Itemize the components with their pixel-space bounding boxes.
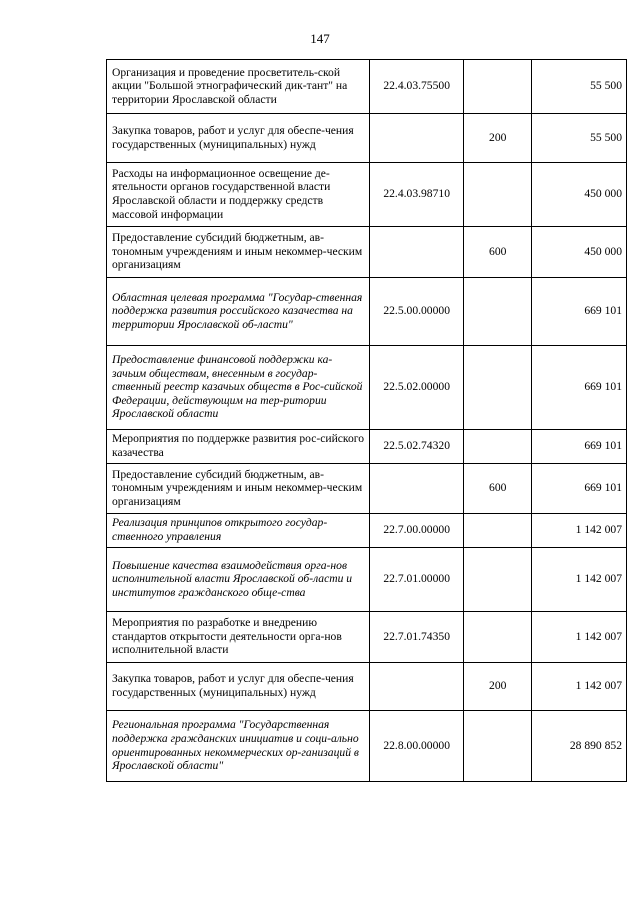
row-name-cell: Предоставление субсидий бюджетным, ав-тономным учреждениям и иным некоммер-ческим организациям <box>107 464 370 514</box>
row-code-cell: 22.5.02.00000 <box>369 346 463 430</box>
row-sum-cell: 669 101 <box>531 430 626 464</box>
row-name-cell: Мероприятия по разработке и внедрению стандартов открытости деятельности орга-нов исполнительной власти <box>107 612 370 663</box>
table-row <box>107 663 627 711</box>
row-code-cell <box>369 464 463 514</box>
row-expense-type-cell: 600 <box>463 227 531 278</box>
row-name-cell: Закупка товаров, работ и услуг для обеспе-чения государственных (муниципальных) нужд <box>107 114 370 163</box>
table-row <box>107 227 627 278</box>
row-name-cell: Областная целевая программа "Государ-ственная поддержка развития российского казачества на территории Ярославской об-ласти" <box>107 278 370 346</box>
row-expense-type-cell: 200 <box>463 114 531 163</box>
table-row <box>107 278 627 346</box>
row-sum-cell: 669 101 <box>531 464 626 514</box>
row-sum-cell: 1 142 007 <box>531 663 626 711</box>
table-row <box>107 430 627 464</box>
row-code-cell: 22.7.01.00000 <box>369 548 463 612</box>
row-expense-type-cell: 200 <box>463 663 531 711</box>
row-name-cell: Предоставление субсидий бюджетным, ав-тономным учреждениям и иным некоммер-ческим организациям <box>107 227 370 278</box>
table-row <box>107 548 627 612</box>
row-code-cell <box>369 227 463 278</box>
row-code-cell: 22.8.00.00000 <box>369 711 463 782</box>
row-expense-type-cell <box>463 278 531 346</box>
row-expense-type-cell <box>463 346 531 430</box>
row-name-cell: Закупка товаров, работ и услуг для обеспе-чения государственных (муниципальных) нужд <box>107 663 370 711</box>
row-name-cell: Реализация принципов открытого государ-ственного управления <box>107 514 370 548</box>
row-name-cell: Расходы на информационное освещение де-ятельности органов государственной власти Ярославской области и поддержку средств массовой информации <box>107 163 370 227</box>
row-sum-cell: 28 890 852 <box>531 711 626 782</box>
row-sum-cell: 450 000 <box>531 163 626 227</box>
table-row <box>107 514 627 548</box>
row-sum-cell: 1 142 007 <box>531 548 626 612</box>
row-sum-cell: 669 101 <box>531 278 626 346</box>
row-name-cell: Повышение качества взаимодействия орга-нов исполнительной власти Ярославской об-ласти и институтов гражданского обще-ства <box>107 548 370 612</box>
row-name-cell: Организация и проведение просветитель-ской акции "Большой этнографический дик-тант" на территории Ярославской области <box>107 60 370 114</box>
row-expense-type-cell <box>463 548 531 612</box>
table-row <box>107 711 627 782</box>
row-expense-type-cell <box>463 163 531 227</box>
budget-table <box>106 59 627 782</box>
row-sum-cell: 1 142 007 <box>531 514 626 548</box>
row-expense-type-cell <box>463 711 531 782</box>
row-code-cell <box>369 663 463 711</box>
table-row <box>107 464 627 514</box>
row-code-cell: 22.4.03.98710 <box>369 163 463 227</box>
table-row <box>107 612 627 663</box>
row-sum-cell: 1 142 007 <box>531 612 626 663</box>
row-expense-type-cell: 600 <box>463 464 531 514</box>
table-row <box>107 163 627 227</box>
row-code-cell: 22.5.02.74320 <box>369 430 463 464</box>
row-expense-type-cell <box>463 514 531 548</box>
row-sum-cell: 55 500 <box>531 60 626 114</box>
table-row <box>107 346 627 430</box>
row-code-cell: 22.4.03.75500 <box>369 60 463 114</box>
table-row <box>107 114 627 163</box>
page-number: 147 <box>310 31 330 46</box>
row-name-cell: Предоставление финансовой поддержки ка-зачьим обществам, внесенным в государ-ственный реестр казачьих обществ в Рос-сийской Федерации, действующим на тер-ритории Ярославской области <box>107 346 370 430</box>
row-sum-cell: 669 101 <box>531 346 626 430</box>
row-code-cell: 22.7.00.00000 <box>369 514 463 548</box>
row-code-cell: 22.7.01.74350 <box>369 612 463 663</box>
row-sum-cell: 450 000 <box>531 227 626 278</box>
row-code-cell: 22.5.00.00000 <box>369 278 463 346</box>
row-expense-type-cell <box>463 60 531 114</box>
row-name-cell: Региональная программа "Государственная поддержка гражданских инициатив и соци-ально ориентированных некоммерческих ор-ганизаций в Ярославской области" <box>107 711 370 782</box>
table-row <box>107 60 627 114</box>
row-code-cell <box>369 114 463 163</box>
row-name-cell: Мероприятия по поддержке развития рос-сийского казачества <box>107 430 370 464</box>
row-sum-cell: 55 500 <box>531 114 626 163</box>
row-expense-type-cell <box>463 430 531 464</box>
row-expense-type-cell <box>463 612 531 663</box>
budget-table-body <box>107 60 627 782</box>
